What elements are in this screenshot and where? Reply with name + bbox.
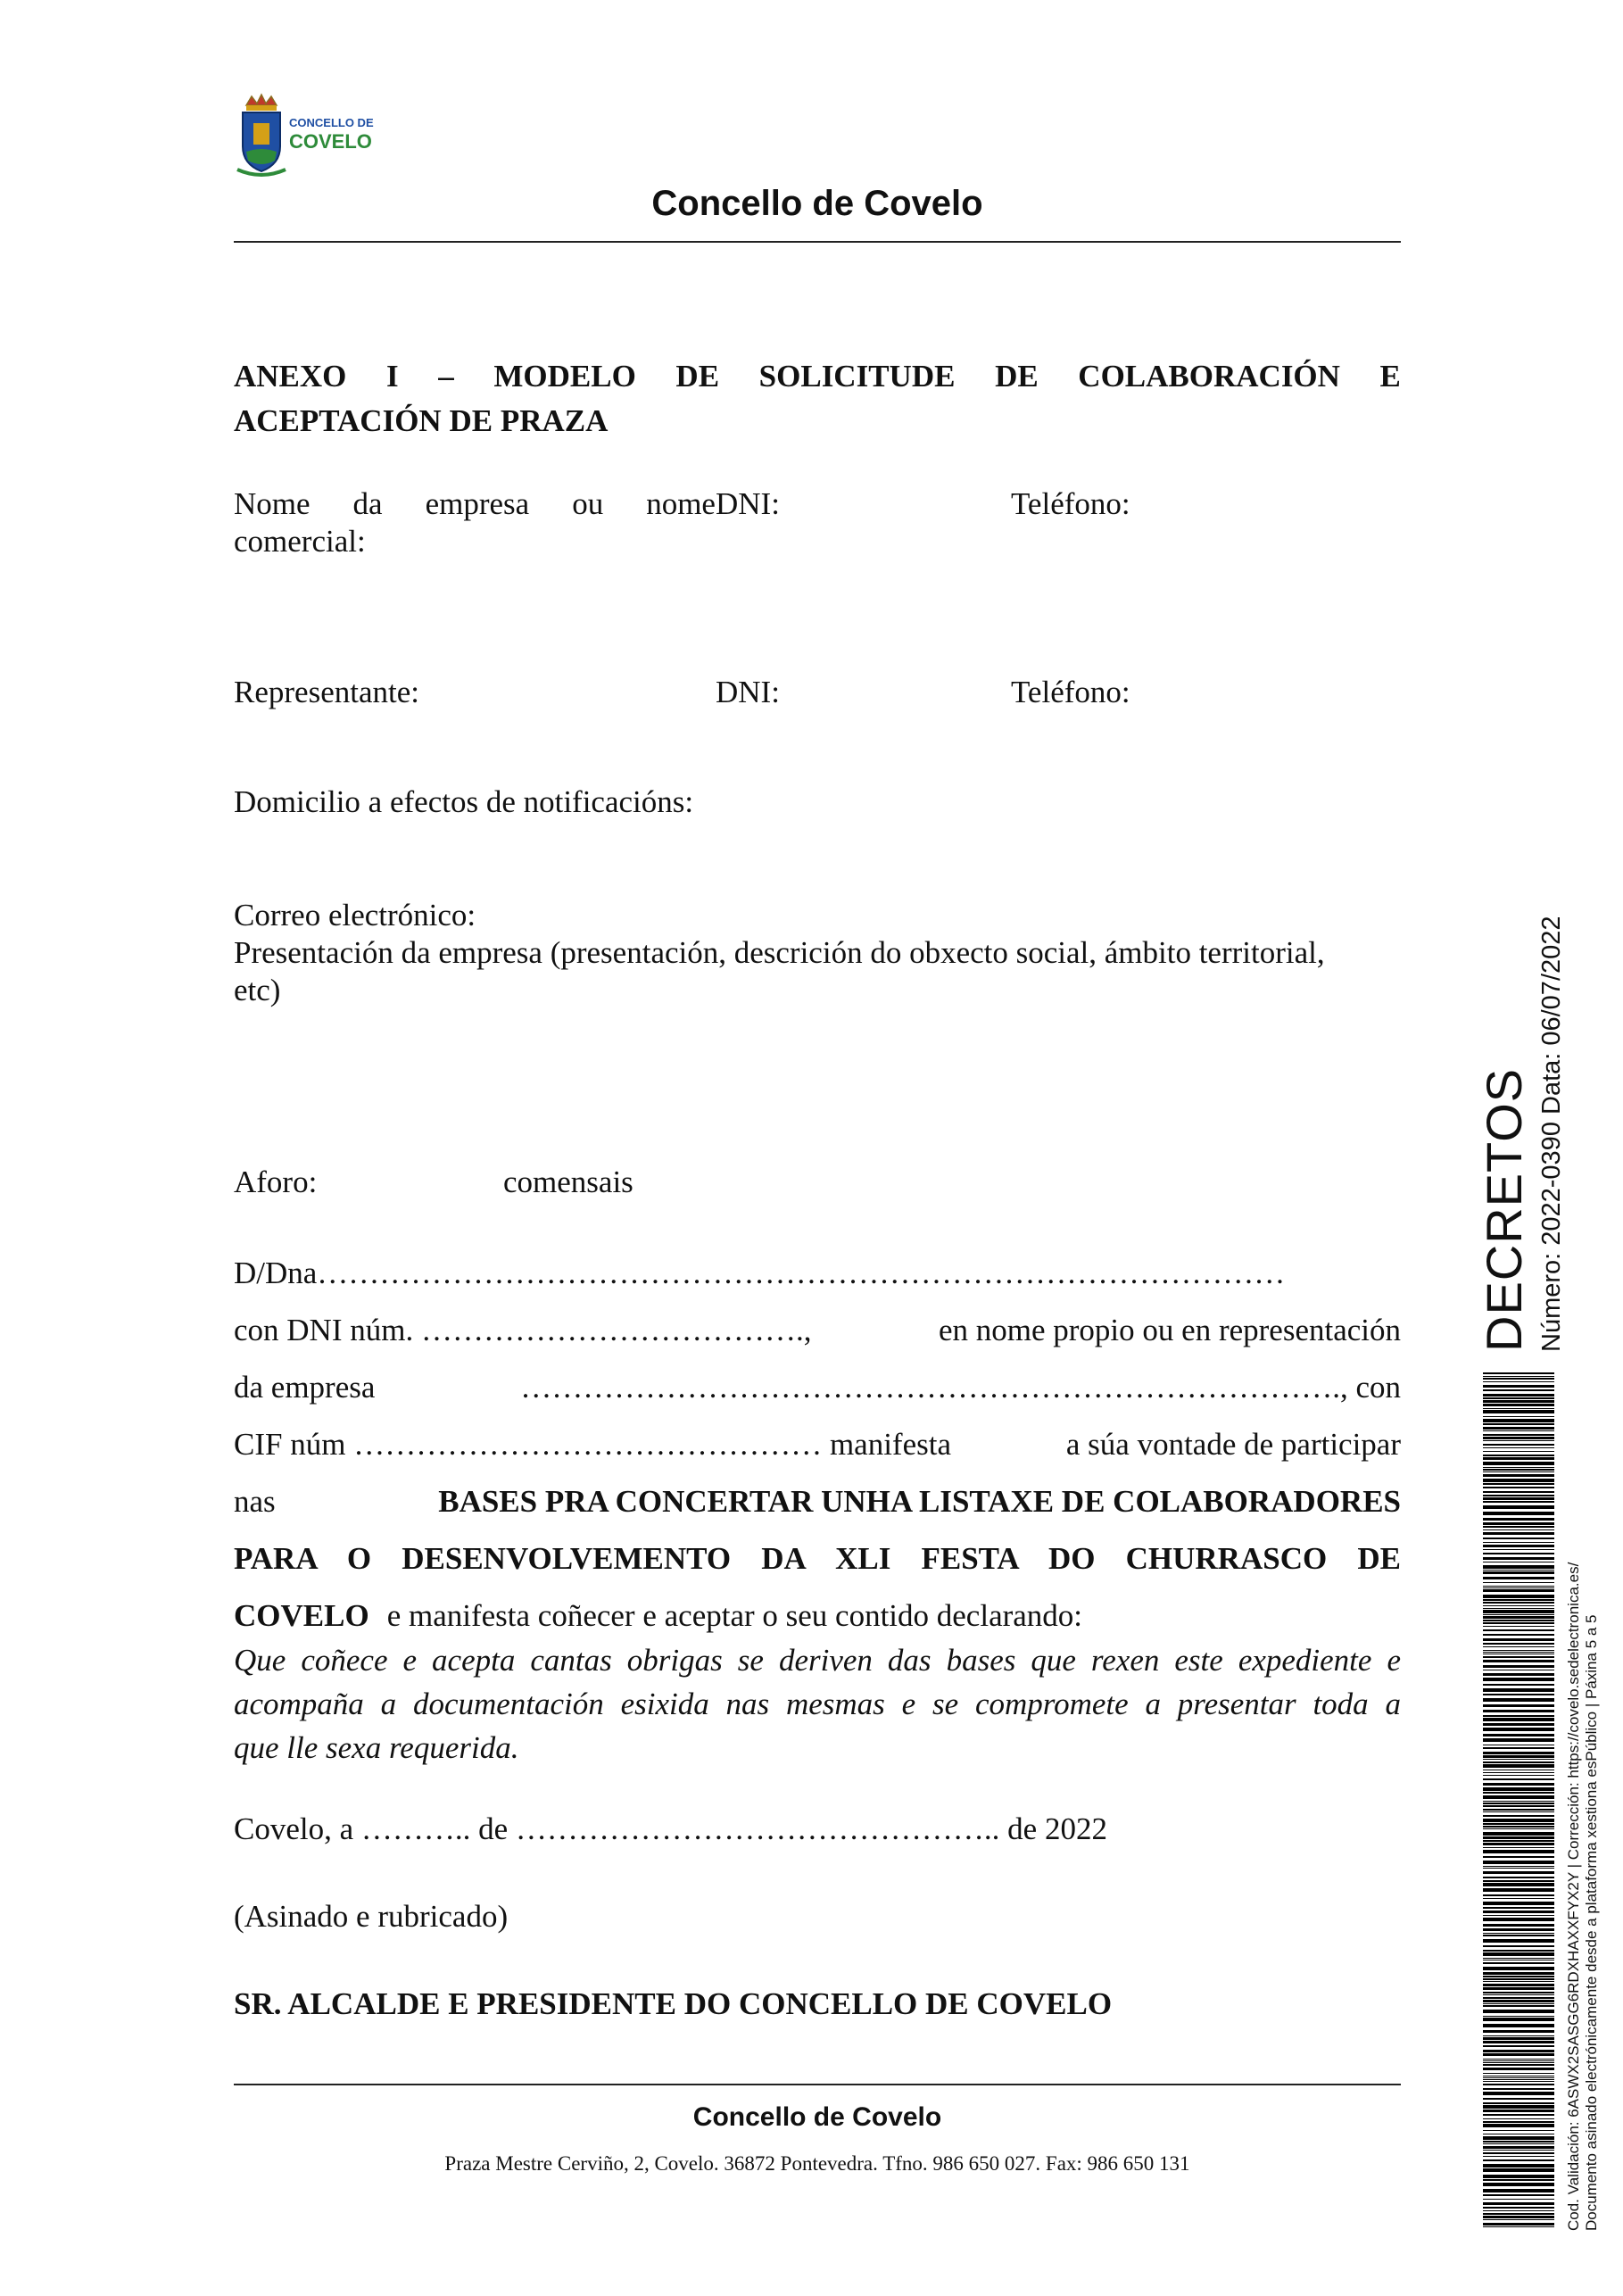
date-line: Covelo, a ……….. de ……………………………………….. de 2022 [234,1811,1107,1846]
footer-address: Praza Mestre Cerviño, 2, Covelo. 36872 Pontevedra. Tfno. 986 650 027. Fax: 986 650 131 [444,2152,1190,2175]
representative-phone-label: Teléfono: [1011,675,1130,709]
representative-label: Representante: [234,675,419,709]
declaration-line: con DNI núm. ………………………………., [234,1313,812,1347]
signature-note: (Asinado e rubricado) [234,1899,509,1934]
footer-divider [234,2084,1401,2085]
declaration-line: e manifesta coñecer e aceptar o seu contido declarando: [386,1598,1083,1633]
decree-number: Número: 2022-0390 Data: 06/07/2022 [1537,916,1566,1352]
presentation-label-cont: etc) [234,973,281,1007]
declaration-line: CIF núm ……………………………………… manifesta [234,1427,951,1462]
barcode-icon [1483,1372,1554,2229]
declaration-paragraph [234,1245,1401,1645]
bases-title-end: COVELO [234,1598,369,1633]
declaration-line: a súa vontade de participar [1065,1427,1401,1462]
representative-dni-label: DNI: [716,675,780,709]
company-name-label: Nome da empresa ou nome comercial: [234,486,716,559]
declaration-line: en nome propio ou en representación [938,1313,1401,1347]
decretos-stamp: DECRETOS [1476,1067,1532,1352]
logo-text-top: CONCELLO DE [289,116,374,129]
declaration-line: nas [234,1484,276,1519]
bases-title: BASES PRA CONCERTAR UNHA LISTAXE DE COLABORADORES [438,1484,1401,1519]
addressee: SR. ALCALDE E PRESIDENTE DO CONCELLO DE COVELO [234,1986,1113,2021]
email-label: Correo electrónico: [234,898,476,932]
declaration-line: ……………………………………………………………………., con [520,1370,1401,1405]
declaration-line: da empresa [234,1370,376,1405]
concello-logo [234,93,391,178]
page-title: Concello de Covelo [651,184,983,223]
phone-label: Teléfono: [1011,486,1130,521]
domicile-label: Domicilio a efectos de notificacións: [234,784,694,819]
logo-text-covelo: COVELO [289,130,372,153]
annex-title-line-1: ANEXO I – MODELO DE SOLICITUDE DE COLABORACIÓN E [234,359,1401,394]
annex-title-line-2: ACEPTACIÓN DE PRAZA [234,403,609,438]
validation-code: Cod. Validación: 6ASWX2SASGG6RDXHAXXFYX2Y | Corrección: https://covelo.sedelectronica.es/ Documento asinado electrónicamente desde a plataforma xestiona esPúblico | Páxina 5 a 5 [1565,1562,1600,2231]
capacity-label: Aforo: [234,1165,318,1199]
footer-title: Concello de Covelo [692,2102,942,2132]
bases-title-cont: PARA O DESENVOLVEMENTO DA XLI FESTA DO CHURRASCO DE [234,1541,1401,1576]
header-divider [234,241,1401,243]
declaration-statement: Que coñece e acepta cantas obrigas se deriven das bases que rexen este expediente e acompaña a documentación esixida nas mesmas e se compromete a presentar toda a que lle sexa requerida. [234,1643,1401,1765]
presentation-label: Presentación da empresa (presentación, descrición do obxecto social, ámbito territorial, [234,935,1325,970]
declaration-line: D/Dna………………………………………………………………………………… [234,1256,1286,1290]
capacity-unit: comensais [503,1165,633,1199]
dni-label: DNI: [716,486,780,521]
annex-title [234,354,1401,443]
